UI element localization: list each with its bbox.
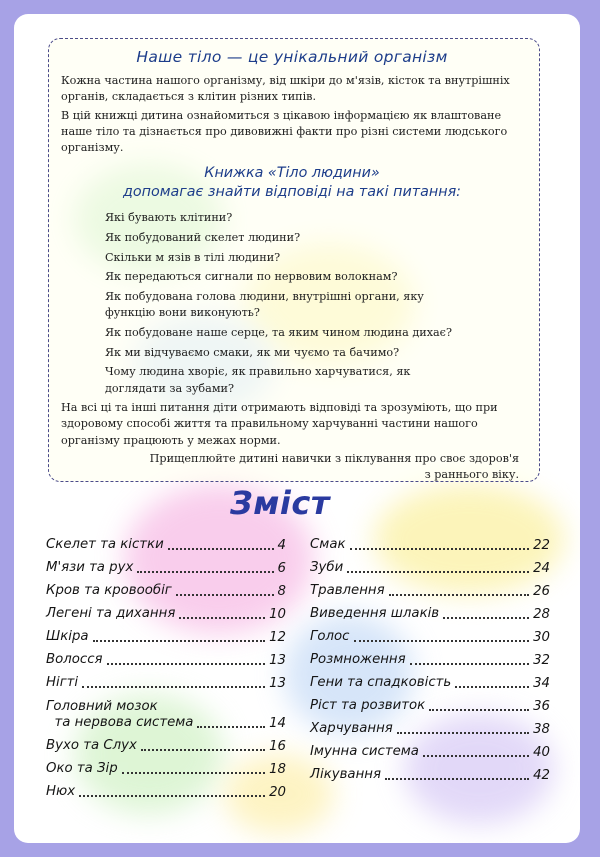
toc-entry	[310, 553, 550, 576]
toc-entry	[46, 777, 286, 800]
toc-column-right	[310, 530, 550, 783]
toc-entry-page: 26	[533, 584, 550, 599]
toc-entry	[310, 599, 550, 622]
toc-entry	[46, 645, 286, 668]
intro-subtitle	[61, 164, 523, 202]
toc-leader-dots	[455, 685, 529, 688]
toc-entry	[46, 553, 286, 576]
toc-entry	[310, 737, 550, 760]
toc-entry-page: 20	[269, 785, 286, 800]
toc-leader-dots	[197, 725, 265, 728]
toc-leader-dots	[410, 662, 529, 665]
toc-entry	[46, 599, 286, 622]
question-item: Скільки м язів в тілі людини?	[105, 250, 281, 264]
intro-paragraph: Кожна частина нашого організму, від шкіри до м'язів, кісток та внутрішніх органів, складається з клітин різних типів.	[61, 74, 510, 104]
toc-entry-label: Гени та спадковість	[310, 675, 452, 690]
toc-entry-page: 18	[269, 762, 286, 777]
toc-entry-label: Шкіра	[46, 629, 89, 644]
toc-entry-label: Ріст та розвиток	[310, 698, 426, 713]
intro-paragraph: В цій книжці дитина ознайомиться з цікавою інформацією як влаштоване наше тіло та дізнається про дивовижні факти про різні системи людського організму.	[61, 108, 508, 155]
toc-entry-label-line: та нервова система	[54, 715, 194, 730]
toc-leader-dots	[141, 748, 265, 751]
intro-closing-2-line: з раннього віку.	[424, 468, 519, 482]
toc-entry-page: 16	[269, 739, 286, 754]
toc-entry-label: Імунна система	[310, 744, 419, 759]
toc-leader-dots	[443, 616, 529, 619]
question-item: Як передаються сигнали по нервовим волокнам?	[105, 270, 398, 284]
toc-entry-page: 4	[277, 538, 286, 553]
toc-entry-label: Смак	[310, 537, 346, 552]
intro-title: Наше тіло — це унікальний організм	[136, 48, 448, 66]
toc-entry	[310, 668, 550, 691]
toc-leader-dots	[389, 593, 529, 596]
toc-entry-label-line: Головний мозок	[46, 699, 158, 714]
toc-entry-page: 10	[269, 607, 286, 622]
question-item: Як побудоване наше серце, та яким чином людина дихає?	[105, 325, 452, 339]
toc-entry	[310, 714, 550, 737]
question-item: Як побудований скелет людини?	[105, 230, 301, 244]
toc-entry-page: 14	[269, 716, 286, 731]
toc-entry-label: Розмноження	[310, 652, 406, 667]
toc-leader-dots	[397, 731, 529, 734]
toc-entry-label: Волосся	[46, 652, 103, 667]
question-item: Чому людина хворіє, як правильно харчуватися, як доглядати за зубами?	[105, 365, 411, 395]
toc-entry-label: Скелет та кістки	[46, 537, 164, 552]
intro-closing-2-line: Прищеплюйте дитині навички з піклування про своє здоров'я	[149, 451, 519, 465]
toc-entry-page: 12	[269, 630, 286, 645]
toc-entry-page: 40	[533, 745, 550, 760]
toc-leader-dots	[168, 547, 274, 550]
toc-entry	[310, 645, 550, 668]
toc-entry	[46, 754, 286, 777]
intro-box	[48, 38, 540, 482]
toc-leader-dots	[350, 547, 530, 550]
question-item: Як ми відчуваємо смаки, як ми чуємо та бачимо?	[105, 345, 400, 359]
toc-entry-label: М'язи та рух	[46, 560, 134, 575]
contents-title: Зміст	[230, 484, 330, 522]
toc-entry-page: 36	[533, 699, 550, 714]
toc-leader-dots	[79, 794, 265, 797]
toc-leader-dots	[385, 777, 529, 780]
toc-entry-page: 38	[533, 722, 550, 737]
toc-entry	[310, 576, 550, 599]
toc-entry-page: 28	[533, 607, 550, 622]
toc-entry	[46, 622, 286, 645]
toc-entry-label: Нігті	[46, 675, 79, 690]
toc-leader-dots	[354, 639, 530, 642]
toc-column-left	[46, 530, 286, 800]
toc-leader-dots	[82, 685, 265, 688]
toc-entry-page: 34	[533, 676, 550, 691]
toc-leader-dots	[93, 639, 266, 642]
toc-entry	[310, 622, 550, 645]
toc-entry	[310, 530, 550, 553]
toc-leader-dots	[176, 593, 274, 596]
book-page	[14, 14, 580, 843]
toc-leader-dots	[429, 708, 529, 711]
toc-entry	[46, 691, 286, 731]
toc-entry-page: 22	[533, 538, 550, 553]
toc-leader-dots	[179, 616, 265, 619]
toc-leader-dots	[347, 570, 529, 573]
toc-entry-label: Травлення	[310, 583, 385, 598]
toc-entry-label: Харчування	[310, 721, 393, 736]
intro-closing-2	[61, 451, 523, 483]
toc-entry-label: Виведення шлаків	[310, 606, 440, 621]
toc-entry-label: Око та Зір	[46, 761, 118, 776]
toc-leader-dots	[107, 662, 266, 665]
toc-entry-page: 30	[533, 630, 550, 645]
toc-leader-dots	[137, 570, 273, 573]
toc-leader-dots	[423, 754, 529, 757]
toc-entry-label: Кров та кровообіг	[46, 583, 172, 598]
toc-entry-page: 6	[277, 561, 286, 576]
toc-entry	[310, 691, 550, 714]
toc-entry-page: 13	[269, 653, 286, 668]
toc-entry-label: Зуби	[310, 560, 344, 575]
toc-entry	[46, 576, 286, 599]
toc-entry	[46, 731, 286, 754]
toc-entry-page: 24	[533, 561, 550, 576]
question-list	[61, 210, 523, 397]
question-item: Які бувають клітини?	[105, 211, 233, 225]
intro-subtitle-line: допомагає знайти відповіді на такі питання:	[122, 184, 461, 201]
toc-entry-label: Нюх	[46, 784, 76, 799]
toc-entry-page: 42	[533, 768, 550, 783]
toc-entry-page: 13	[269, 676, 286, 691]
toc-entry-label: Лікування	[310, 767, 381, 782]
toc-entry	[46, 530, 286, 553]
toc-entry	[46, 668, 286, 691]
question-item: Як побудована голова людини, внутрішні органи, яку функцію вони виконують?	[105, 290, 424, 320]
toc-entry-page: 8	[277, 584, 286, 599]
toc-entry-label: Голос	[310, 629, 350, 644]
toc-entry-label: Легені та дихання	[46, 606, 176, 621]
toc-entry	[310, 760, 550, 783]
toc-entry-label: Вухо та Слух	[46, 738, 137, 753]
toc-entry-label	[46, 699, 193, 731]
intro-closing: На всі ці та інші питання діти отримають відповіді та зрозуміють, що при здоровому способі життя та правильному харчуванні частини нашого організму працюють у межах норми.	[61, 401, 498, 447]
intro-subtitle-line: Книжка «Тіло людини»	[204, 165, 380, 182]
toc-entry-page: 32	[533, 653, 550, 668]
toc-leader-dots	[122, 771, 265, 774]
